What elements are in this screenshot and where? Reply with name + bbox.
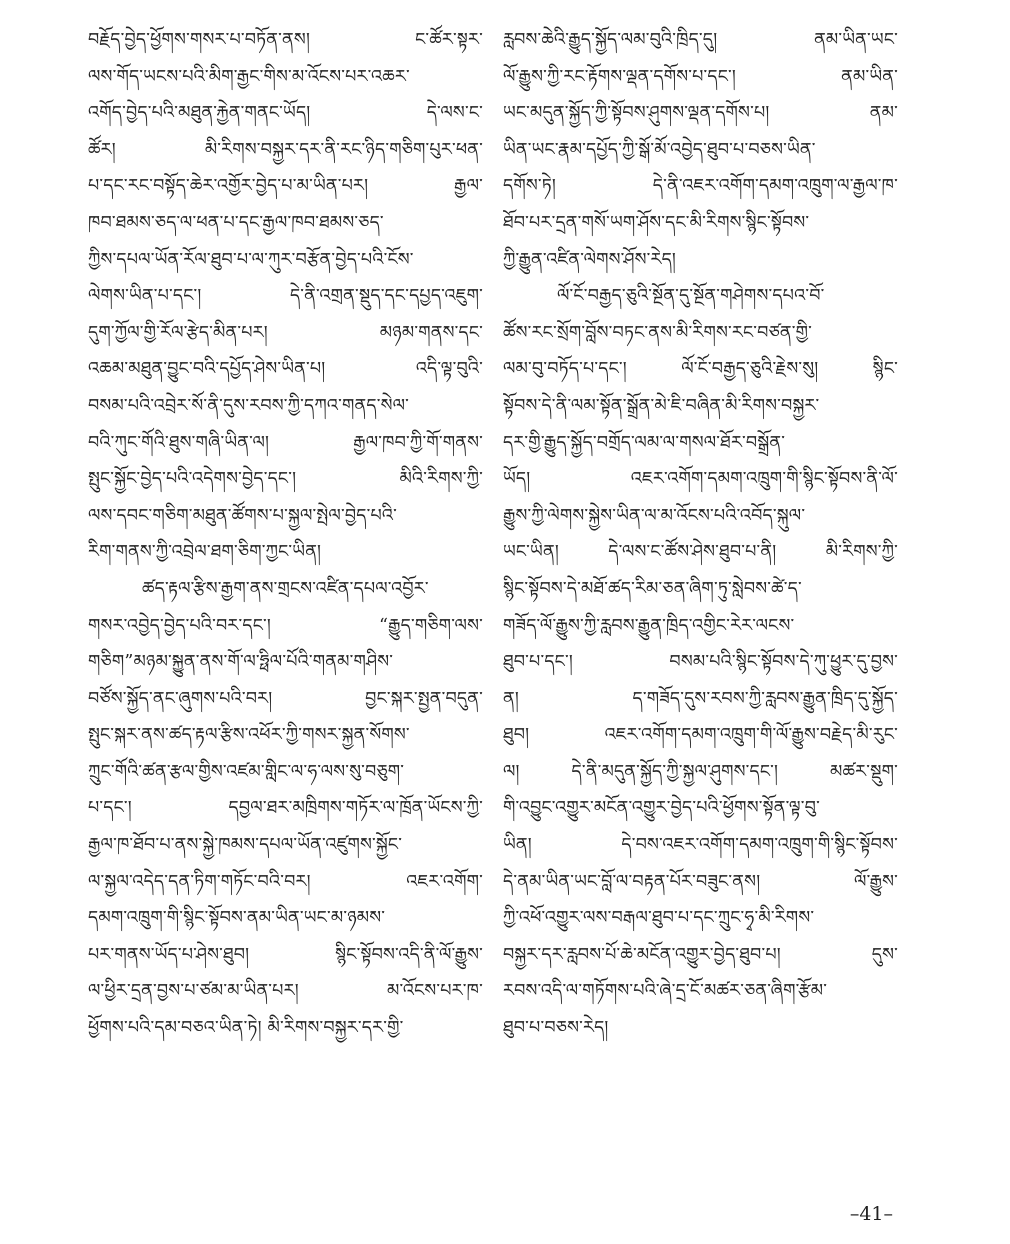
- text-line: ཀྱི་རྒྱུན་འཛིན་ལེགས་ཤོས་རེད།: [503, 249, 676, 270]
- text-line: རྒྱུས་ཀྱི་ལེགས་སྐྱེས་ཡིན་ལ་མ་འོངས་པའི་འབོད་སྐུལ་: [503, 505, 806, 526]
- text-line: བརྗོད་བྱེད་ཕྱོགས་གསར་པ་བཏོན་ནས། ང་ཚོར་སྟར་: [88, 30, 483, 50]
- text-line: ལེགས་ཡིན་པ་དང་། དེ་ནི་འགྲན་སྡུད་དང་དཔྱད་འཇུག་: [88, 286, 483, 307]
- text-line: ཐུབ་པ་དང་། བསམ་པའི་སྙིང་སྟོབས་དེ་ཀུ་ཕྱུར་དུ་བྱས་: [503, 652, 898, 673]
- text-line: དམག་འཁྲུག་གི་སྙིང་སྟོབས་ནམ་ཡིན་ཡང་མ་ཉམས་: [88, 908, 386, 929]
- text-line: བསམ་པའི་འབྲེར་སོ་ནི་དུས་རབས་ཀྱི་དཀའ་གནད་སེལ་: [88, 395, 410, 416]
- text-line: རབས་འདི་ལ་གཏོགས་པའི་ཞེ་དྲ་ངོ་མཚར་ཅན་ཞིག་རྩོམ་: [503, 981, 828, 1002]
- text-line: ལོ་ངོ་བརྒྱད་ཅུའི་སྔོན་དུ་སྔོན་གཤེགས་དཔའ་བོ་: [557, 286, 825, 307]
- text-line: ལས་དབང་གཅིག་མཐུན་ཚོགས་པ་སྐྱལ་སྤེལ་བྱེད་པའི་: [88, 505, 397, 526]
- text-line: ཐུབ་པ་བཅས་རེད།: [503, 1018, 609, 1039]
- text-line: ཕྱོགས་པའི་དམ་བཅའ་ཡིན་ཏེ། མི་རིགས་བསྐྱར་དར་གྱི་: [88, 1018, 404, 1039]
- text-line: རིག་གནས་ཀྱི་འབྲེལ་ཐག་ཅིག་ཀྱང་ཡིན།: [88, 542, 322, 563]
- text-line: ལས་གོད་ཡངས་པའི་མིག་རྒྱང་གིས་མ་འོངས་པར་འཆར་: [88, 66, 410, 87]
- left-column: [88, 22, 483, 1047]
- text-line: ཀྱི་འཕོ་འགྱུར་ལས་བརྒལ་ཐུབ་པ་དང་ཀྲུང་ཧྭ་མི་རིགས་: [503, 908, 815, 929]
- text-line: ཡིན། དེ་བས་འཇར་འགོག་དམག་འཁྲུག་གི་སྙིང་སྟོབས་: [503, 835, 898, 856]
- text-line: ཡང་མདུན་སྐྱོད་ཀྱི་སྟོབས་ཤུགས་ལྡན་དགོས་པ། ནམ་: [503, 103, 898, 124]
- text-line: གཅིག”མཉམ་སྐྱུན་ནས་གོ་ལ་ཧྥིལ་པོའི་གནམ་གཤིས་: [88, 652, 394, 673]
- text-line: པ་དང་། དབྱལ་ཐར་མཁྲིགས་གཏོར་ལ་ཁྲོན་ཡོངས་ཀྱི་: [88, 798, 483, 819]
- right-column: [503, 22, 898, 1047]
- text-line: ལ། དེ་ནི་མདུན་སྐྱོད་ཀྱི་སྐྱལ་ཤུགས་དང་། མཚར་སྡུག་: [503, 761, 898, 782]
- text-line: ཚོས་རང་སྲོག་བློས་བཏང་ནས་མི་རིགས་རང་བཙན་གྱི་: [503, 322, 813, 343]
- text-line: དགོས་ཏེ། དེ་ནི་འཇར་འགོག་དམག་འཁྲུག་ལ་རྒྱལ་ཁ་: [503, 176, 898, 197]
- text-line: ཁབ་ཐམས་ཅད་ལ་ཕན་པ་དང་རྒྱལ་ཁབ་ཐམས་ཅད་: [88, 212, 384, 233]
- text-line: རྒྱལ་ཁ་ཐོབ་པ་ནས་སྐྱེ་ཁམས་དཔལ་ཡོན་འཛུགས་སྐྱོང་: [88, 835, 403, 856]
- text-line: གསར་འབྱེད་བྱེད་པའི་བར་དང་། “རྒྱུད་གཅིག་ལས་: [88, 615, 483, 636]
- text-line: བའི་ཀུང་གོའི་ཐུས་གཞི་ཡིན་ལ། རྒྱལ་ཁབ་ཀྱི་གོ་གནས་: [88, 432, 483, 453]
- text-line: ལོ་རྒྱུས་ཀྱི་རང་རྟོགས་ལྡན་དགོས་པ་དང་། ནམ་ཡིན་: [503, 66, 898, 87]
- text-line: འཆམ་མཐུན་བྱུང་བའི་དཔྱོད་ཤེས་ཡིན་པ། འདི་ལྟ་བུའི་: [88, 359, 483, 380]
- text-line: བཙོས་སྐྱོད་ནང་ཞུགས་པའི་བར། བྱང་སྐར་སྤྱན་བདུན་: [88, 688, 483, 709]
- text-line: ཡིན་ཡང་རྣམ་དཔྱོད་ཀྱི་སྒོ་མོ་འབྱེད་ཐུབ་པ་བཅས་ཡིན་: [503, 139, 816, 160]
- text-line: བསྐྱར་དར་རླབས་པོ་ཆེ་མངོན་འགྱུར་བྱེད་ཐུབ་པ། དུས་: [503, 944, 898, 965]
- text-line: གཟོད་ལོ་རྒྱུས་ཀྱི་རླབས་རྒྱུན་ཁྲིད་འགྱིང་རེར་ལངས་: [503, 615, 795, 636]
- text-line: ཐུབ། འཇར་འགོག་དམག་འཁྲུག་གི་ལོ་རྒྱུས་བརྗེད་མི་རུང་: [503, 725, 898, 746]
- text-line: ཚོར། མི་རིགས་བསྐྱར་དར་ནི་རང་ཉིད་གཅིག་པུར་ཕན་: [88, 139, 483, 160]
- page-number: –41–: [849, 1203, 893, 1225]
- text-line: དར་གྱི་རྒྱུད་སྐྱོད་བགྲོད་ལམ་ལ་གསལ་ཐོར་བསྒྲོན་: [503, 432, 786, 453]
- text-line: ལ་ཕྱིར་དྲན་བྱས་པ་ཙམ་མ་ཡིན་པར། མ་འོངས་པར་ཁ་: [88, 981, 483, 1002]
- text-line: ཚད་རྟལ་རྩིས་རྒྱག་ནས་གྲངས་འཛིན་དཔལ་འབྱོར་: [142, 578, 429, 599]
- text-line: ཐོབ་པར་དྲན་གསོ་ཡག་ཤོས་དང་མི་རིགས་སྙིང་སྟོབས་: [503, 212, 810, 233]
- text-line: པ་དང་རང་བསྟོད་ཆེར་འགྱོར་བྱེད་པ་མ་ཡིན་པར། རྒྱལ་: [88, 176, 483, 197]
- text-line: རླབས་ཆེའི་རྒྱུད་སྐྱོད་ལམ་བུའི་ཁྲིད་དུ། ནམ་ཡིན་ཡང་: [503, 30, 898, 50]
- text-line: སྤུང་སྐར་ནས་ཚད་རྟལ་རྩིས་འཕོར་ཀྱི་གསར་སྐྱན་སོགས་: [88, 725, 410, 746]
- text-line: ལ་སྐྱལ་འདེད་དན་ཏིག་གཏོང་བའི་བར། འཇར་འགོག་: [88, 871, 483, 892]
- text-line: ཀྱིས་དཔལ་ཡོན་རོལ་ཐུབ་པ་ལ་ཀུར་བརྩོན་བྱེད་པའི་ངོས་: [88, 249, 414, 270]
- text-line: ཀྲུང་གོའི་ཚན་རྩལ་གྱིས་འཛམ་གླིང་ལ་ཧ་ལས་སུ་བཅུག་: [88, 761, 405, 782]
- text-line: སྙིང་སྟོབས་དེ་མཐོ་ཚད་རིམ་ཅན་ཞིག་ཏུ་སླེབས་ཚེ་ད་: [503, 578, 802, 599]
- text-line: ཡང་ཡིན། དེ་ལས་ང་ཚོས་ཤེས་ཐུབ་པ་ནི། མི་རིགས་ཀྱི་: [503, 542, 898, 563]
- text-line: ཡོད། འཇར་འགོག་དམག་འཁྲུག་གི་སྙིང་སྟོབས་ནི་ལོ་: [503, 469, 898, 490]
- text-line: ལམ་བུ་བཏོད་པ་དང་། ལོ་ངོ་བརྒྱད་ཅུའི་རྗེས་སུ། སྙིང་: [503, 359, 898, 380]
- text-line: ན། ད་གཟོད་དུས་རབས་ཀྱི་རླབས་རྒྱུན་ཁྲིད་དུ་སྐྱོད་: [503, 688, 898, 709]
- text-line: སྟོབས་དེ་ནི་ལམ་སྟོན་སྒྲོན་མེ་ཇི་བཞིན་མི་རིགས་བསྐྱར་: [503, 395, 820, 416]
- text-line: དུག་ཀྱོལ་གྱི་རོལ་རྩེད་མིན་པར། མཉམ་གནས་དང་: [88, 322, 483, 343]
- text-line: དེ་ནམ་ཡིན་ཡང་བློ་ལ་བརྟན་པོར་བཟུང་ནས། ལོ་རྒྱུས་: [503, 871, 898, 892]
- text-line: སྤུང་སྐྱོང་བྱེད་པའི་འདེགས་བྱེད་དང་། མིའི་རིགས་ཀྱི་: [88, 469, 483, 490]
- text-line: འགོད་བྱེད་པའི་མཐུན་རྐྱེན་གནང་ཡོད། དེ་ལས་ང་: [88, 103, 483, 124]
- text-line: གི་འབྱུང་འགྱུར་མངོན་འགྱུར་བྱེད་པའི་ཕྱོགས་སྟོན་ལྟ་བུ་: [503, 798, 820, 819]
- text-line: པར་གནས་ཡོད་པ་ཤེས་ཐུབ། སྙིང་སྟོབས་འདི་ནི་ལོ་རྒྱུས་: [88, 944, 483, 965]
